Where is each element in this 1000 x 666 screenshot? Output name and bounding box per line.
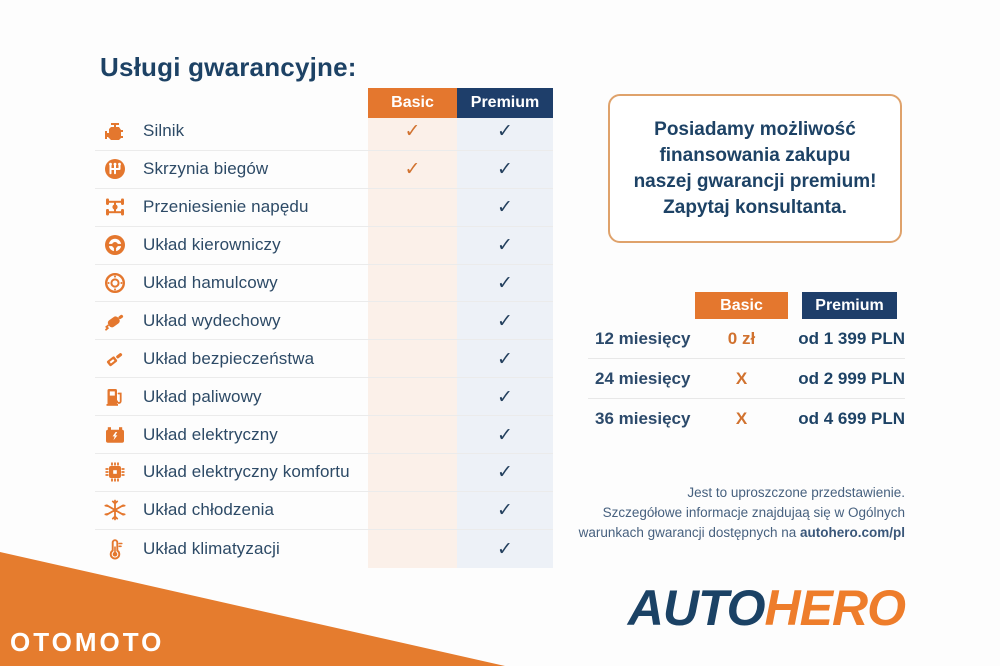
period-label: 36 miesięcy (595, 409, 691, 428)
steering-wheel-icon (103, 233, 127, 257)
service-label: Skrzynia biegów (143, 159, 269, 179)
autohero-url: autohero.com/pl (799, 525, 905, 540)
period-label: 24 miesięcy (595, 368, 691, 388)
table-row (95, 378, 553, 416)
table-row (95, 416, 553, 454)
basic-check: ✓ (404, 158, 421, 181)
disclaimer-text (475, 483, 905, 543)
premium-check: ✓ (497, 158, 513, 181)
promo-line: Posiadamy możliwość (654, 118, 856, 140)
brake-disc-icon (103, 271, 127, 295)
premium-check: ✓ (497, 196, 513, 219)
premium-check: ✓ (497, 423, 513, 446)
promo-line: Zapytaj konsultanta. (663, 196, 847, 218)
premium-check: ✓ (497, 385, 513, 408)
premium-check: ✓ (497, 461, 513, 484)
premium-price: od 4 699 PLN (798, 409, 905, 428)
exhaust-icon (103, 309, 127, 333)
premium-column-header: Premium (457, 88, 553, 118)
basic-price: X (735, 409, 748, 428)
pricing-row-36-months (588, 399, 905, 439)
premium-price: od 1 399 PLN (798, 328, 905, 348)
service-label: Układ elektryczny (143, 424, 278, 444)
service-label: Układ elektryczny komfortu (143, 462, 350, 482)
autohero-logo (627, 580, 905, 636)
promo-line: finansowania zakupu (659, 144, 851, 166)
gearbox-icon (103, 157, 127, 181)
pricing-table (588, 292, 905, 439)
service-label: Układ paliwowy (143, 386, 262, 406)
chip-icon (103, 460, 127, 484)
service-label: Silnik (143, 121, 185, 141)
drivetrain-icon (103, 195, 127, 219)
pricing-row-24-months (588, 359, 905, 399)
table-row (95, 227, 553, 265)
service-label: Układ wydechowy (143, 310, 281, 330)
premium-check: ✓ (497, 537, 513, 560)
premium-check: ✓ (497, 347, 513, 370)
service-label: Układ hamulcowy (143, 273, 278, 292)
service-label: Przeniesienie napędu (143, 197, 309, 217)
financing-promo-box (608, 94, 902, 243)
table-row (95, 189, 553, 227)
premium-check: ✓ (497, 234, 513, 257)
service-label: Układ klimatyzacji (143, 538, 280, 558)
premium-check: ✓ (497, 309, 513, 332)
pricing-premium-header: Premium (802, 292, 897, 319)
seatbelt-icon (103, 347, 127, 371)
pricing-row-12-months (588, 319, 905, 359)
table-row (95, 340, 553, 378)
snowflake-icon (103, 498, 127, 522)
engine-icon (103, 119, 127, 143)
service-label: Układ kierowniczy (143, 235, 281, 255)
table-row (95, 151, 553, 189)
fuel-pump-icon (103, 385, 127, 409)
autohero-logo-hero: HERO (764, 580, 905, 636)
table-row (95, 302, 553, 340)
autohero-logo-auto: AUTO (627, 580, 765, 636)
disclaimer-line: warunkach gwarancji dostępnych na autohero.com/pl (578, 525, 905, 540)
table-row (95, 113, 553, 151)
basic-check: ✓ (404, 120, 421, 143)
promo-line: naszej gwarancji premium! (633, 170, 877, 192)
disclaimer-line: Jest to uproszczone przedstawienie. (687, 485, 905, 500)
basic-column-header: Basic (368, 88, 457, 118)
basic-price: 0 zł (727, 328, 756, 348)
premium-check: ✓ (497, 272, 513, 294)
disclaimer-line: Szczegółowe informacje znajdujaą się w Ogólnych (602, 505, 905, 520)
premium-check: ✓ (497, 120, 513, 143)
basic-price: X (735, 368, 748, 388)
premium-price: od 2 999 PLN (798, 368, 905, 388)
pricing-table-header (588, 292, 905, 319)
battery-icon (103, 423, 127, 447)
pricing-basic-header: Basic (695, 292, 788, 319)
thermometer-icon (103, 537, 127, 561)
table-row (95, 265, 553, 303)
service-label: Układ chłodzenia (143, 500, 275, 520)
service-label: Układ bezpieczeństwa (143, 348, 315, 368)
premium-check: ✓ (497, 499, 513, 522)
page-title: Usługi gwarancyjne: (100, 52, 357, 82)
financing-promo-text (634, 117, 877, 221)
period-label: 12 miesięcy (595, 328, 691, 348)
otomoto-logo: OTOMOTO (10, 627, 165, 657)
